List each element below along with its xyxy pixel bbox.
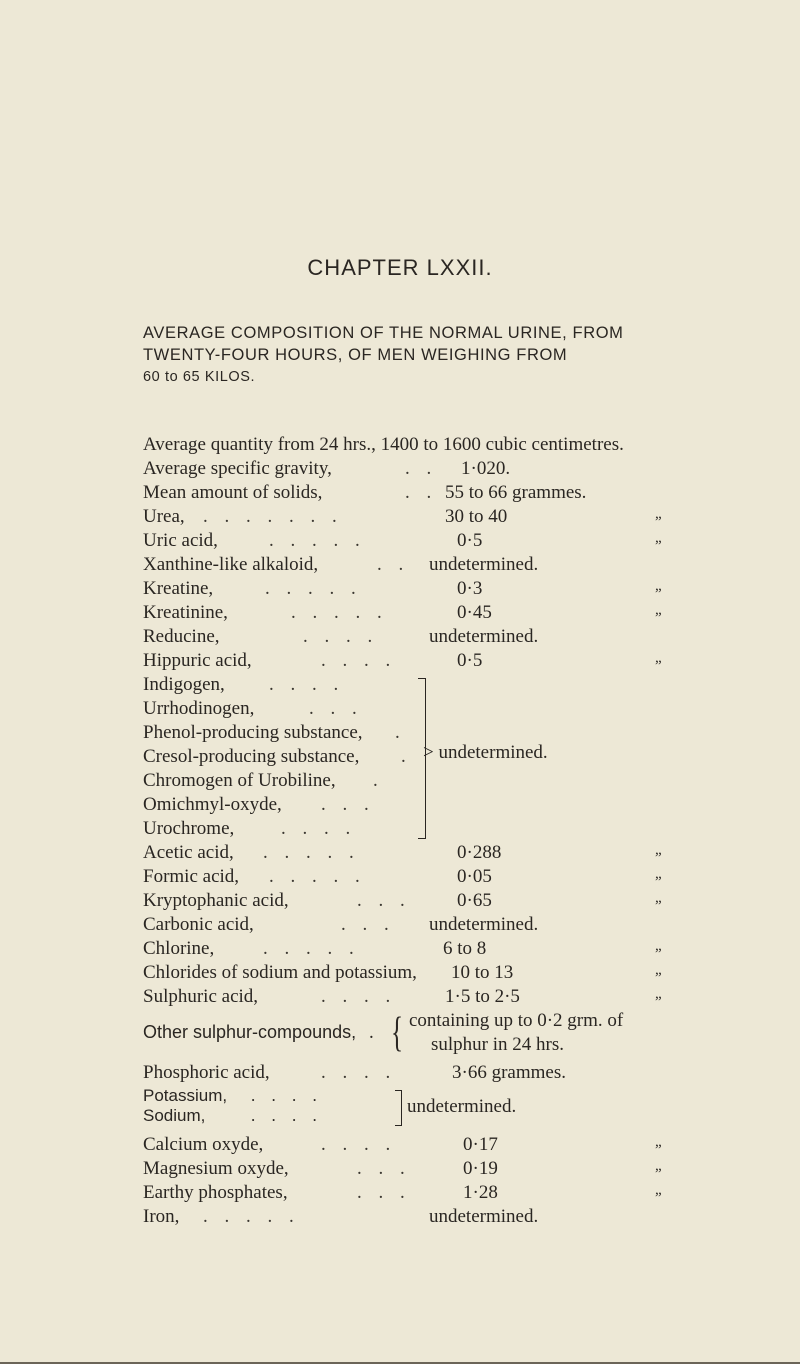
row-name: Chlorides of sodium and potassium,: [143, 962, 417, 983]
row-value: 0·3: [457, 578, 483, 599]
table-row: [143, 842, 793, 866]
ditto-mark: „: [655, 602, 662, 618]
table-row: [143, 482, 793, 506]
bracket-bottom-tick: [418, 838, 426, 839]
potassium-dots: . . . .: [251, 1086, 323, 1105]
row-dots: . . .: [357, 1158, 411, 1179]
row-value: 1·28: [463, 1182, 498, 1203]
row-value: undetermined.: [429, 554, 539, 575]
table-row: [143, 554, 793, 578]
row-dots: . . . .: [321, 986, 397, 1007]
table-row: [143, 1134, 793, 1158]
row-name: Acetic acid,: [143, 842, 234, 863]
bracket-point: >: [423, 742, 439, 763]
ditto-mark: „: [655, 1182, 662, 1198]
row-name: Magnesium oxyde,: [143, 1158, 289, 1179]
row-value: 0·19: [463, 1158, 498, 1179]
row-name: Kryptophanic acid,: [143, 890, 289, 911]
table-row: [143, 962, 793, 986]
heading-line-3: 60 to 65 KILOS.: [143, 369, 256, 385]
table-row: [143, 626, 793, 650]
row-name: Urea,: [143, 506, 185, 527]
row-dots: . . . . . . .: [203, 506, 343, 527]
ditto-mark: „: [655, 842, 662, 858]
row-dots: . . . . .: [269, 530, 366, 551]
sodium-name: Sodium,: [143, 1106, 206, 1125]
table-row: [143, 1158, 793, 1182]
other-sulphur-value-2: sulphur in 24 hrs.: [431, 1034, 564, 1055]
table-row: [143, 506, 793, 530]
row-value: 30 to 40: [445, 506, 508, 527]
bracket-group-value-text: undetermined.: [438, 742, 548, 763]
row-name: Chlorine,: [143, 938, 215, 959]
row-dots: . . .: [357, 1182, 411, 1203]
ditto-mark: „: [655, 962, 662, 978]
table-row: [143, 866, 793, 890]
table-row: [143, 530, 793, 554]
row-value: 0·5: [457, 650, 483, 671]
bracket-item-row: [143, 722, 433, 746]
other-sulphur-dots: .: [369, 1022, 374, 1043]
row-value: 1·020.: [461, 458, 511, 479]
row-dots: . .: [405, 458, 438, 479]
phosphoric-acid-row: [143, 1062, 793, 1086]
row-dots: . . . .: [269, 674, 345, 695]
bracket-item-row: [143, 818, 433, 842]
table-row: [143, 578, 793, 602]
row-name: Phosphoric acid,: [143, 1062, 270, 1083]
ditto-mark: „: [655, 866, 662, 882]
row-dots: . . . . .: [203, 1206, 300, 1227]
row-dots: . . .: [341, 914, 395, 935]
row-value: 6 to 8: [443, 938, 487, 959]
table-row: [143, 986, 793, 1010]
table-row: [143, 602, 793, 626]
table-row: [143, 1182, 793, 1206]
table-row: [143, 1206, 793, 1230]
row-dots: . . . .: [303, 626, 379, 647]
row-dots: .: [373, 770, 384, 791]
ditto-mark: „: [655, 530, 662, 546]
row-dots: . .: [377, 554, 410, 575]
row-value: 0·17: [463, 1134, 498, 1155]
potassium-sodium-value: undetermined.: [407, 1096, 517, 1117]
row-name: Formic acid,: [143, 866, 240, 887]
potassium-sodium-group: [143, 1086, 793, 1130]
row-value: 55 to 66 grammes.: [445, 482, 587, 503]
table-row: [143, 914, 793, 938]
row-value: 1·5 to 2·5: [445, 986, 520, 1007]
row-name: Indigogen,: [143, 674, 225, 695]
row-value: 10 to 13: [451, 962, 514, 983]
ditto-mark: „: [655, 1134, 662, 1150]
left-brace-icon: {: [391, 1010, 404, 1056]
row-dots: . . . .: [281, 818, 357, 839]
average-quantity-line: Average quantity from 24 hrs., 1400 to 1600 cubic centimetres.: [143, 434, 624, 455]
row-dots: . . . . .: [265, 578, 362, 599]
row-name: Iron,: [143, 1206, 180, 1227]
row-name: Xanthine-like alkaloid,: [143, 554, 319, 575]
table-row: [143, 458, 793, 482]
row-name: Sulphuric acid,: [143, 986, 259, 1007]
row-value: undetermined.: [429, 626, 539, 647]
ditto-mark: „: [655, 986, 662, 1002]
row-value: 0·5: [457, 530, 483, 551]
potassium-name: Potassium,: [143, 1086, 228, 1105]
row-dots: . . . . .: [269, 866, 366, 887]
other-sulphur-row: [143, 1010, 793, 1060]
row-name: Earthy phosphates,: [143, 1182, 288, 1203]
bracket-group-value: [423, 742, 548, 764]
table-row: [143, 650, 793, 674]
row-value: 0·65: [457, 890, 492, 911]
right-bracket-line: [395, 1090, 402, 1126]
heading-line-1: AVERAGE COMPOSITION OF THE NORMAL URINE, FROM: [143, 324, 624, 342]
row-dots: . . . .: [321, 650, 397, 671]
sodium-dots: . . . .: [251, 1106, 323, 1125]
bracket-item-row: [143, 674, 433, 698]
row-name: Calcium oxyde,: [143, 1134, 264, 1155]
row-name: Urochrome,: [143, 818, 235, 839]
row-name: Average specific gravity,: [143, 458, 332, 479]
table-row: [143, 890, 793, 914]
heading-line-2: TWENTY-FOUR HOURS, OF MEN WEIGHING FROM: [143, 346, 568, 364]
row-value: undetermined.: [429, 914, 539, 935]
table-row: [143, 938, 793, 962]
row-name: Carbonic acid,: [143, 914, 254, 935]
chapter-title: CHAPTER LXXII.: [307, 255, 493, 280]
ditto-mark: „: [655, 890, 662, 906]
row-value: 3·66 grammes.: [452, 1062, 566, 1083]
ditto-mark: „: [655, 506, 662, 522]
row-dots: . . . .: [321, 1062, 397, 1083]
ditto-mark: „: [655, 938, 662, 954]
row-dots: . . . . .: [263, 938, 360, 959]
row-name: Chromogen of Urobiline,: [143, 770, 336, 791]
row-dots: . . .: [309, 698, 363, 719]
bracket-item-row: [143, 746, 433, 770]
row-dots: .: [395, 722, 406, 743]
row-name: Reducine,: [143, 626, 220, 647]
row-value: 0·45: [457, 602, 492, 623]
ditto-mark: „: [655, 1158, 662, 1174]
bracket-item-row: [143, 698, 433, 722]
row-name: Omichmyl-oxyde,: [143, 794, 282, 815]
other-sulphur-value-1: containing up to 0·2 grm. of: [409, 1010, 624, 1031]
row-name: Cresol-producing substance,: [143, 746, 360, 767]
row-name: Phenol-producing substance,: [143, 722, 363, 743]
row-dots: . .: [405, 482, 438, 503]
bracket-item-row: [143, 770, 433, 794]
row-dots: .: [401, 746, 412, 767]
other-sulphur-name: Other sulphur-compounds,: [143, 1022, 357, 1042]
row-dots: . . .: [357, 890, 411, 911]
row-name: Mean amount of solids,: [143, 482, 323, 503]
bracket-group-undetermined: [143, 674, 793, 842]
row-value: 0·288: [457, 842, 502, 863]
row-name: Hippuric acid,: [143, 650, 252, 671]
row-dots: . . . .: [321, 1134, 397, 1155]
bracket-top-tick: [418, 678, 426, 679]
row-dots: . . . . .: [291, 602, 388, 623]
row-dots: . . .: [321, 794, 375, 815]
ditto-mark: „: [655, 650, 662, 666]
bracket-item-row: [143, 794, 433, 818]
row-value: undetermined.: [429, 1206, 539, 1227]
row-name: Kreatine,: [143, 578, 214, 599]
row-name: Uric acid,: [143, 530, 218, 551]
ditto-mark: „: [655, 578, 662, 594]
section-heading: [143, 322, 703, 388]
row-dots: . . . . .: [263, 842, 360, 863]
row-name: Kreatinine,: [143, 602, 228, 623]
row-name: Urrhodinogen,: [143, 698, 255, 719]
row-value: 0·05: [457, 866, 492, 887]
